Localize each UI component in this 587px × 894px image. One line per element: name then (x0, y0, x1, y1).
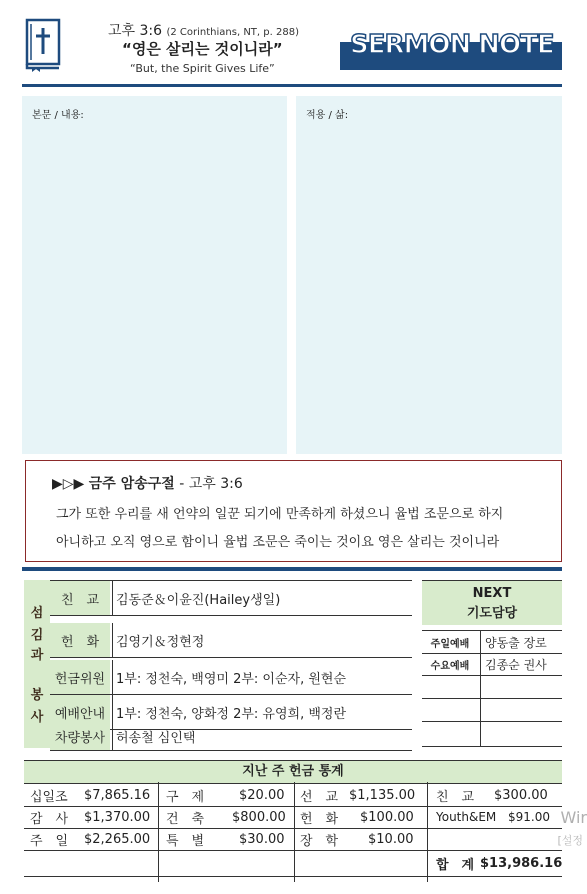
prayer-row (422, 699, 562, 722)
offering-amount: $10.00 (368, 831, 414, 847)
offering-amount: $2,265.00 (84, 831, 151, 847)
service-row (50, 623, 412, 658)
offering-amount: $1,135.00 (349, 787, 416, 803)
offering-amount: $91.00 (508, 810, 550, 824)
service-side-label (24, 580, 50, 748)
service-value: 김영기＆정현정 (116, 634, 205, 650)
notes-content-panel[interactable] (22, 96, 287, 454)
offering-category: 감 사 (30, 811, 69, 827)
memory-verse-heading (52, 473, 243, 493)
next-label: NEXT (472, 586, 512, 601)
service-row (50, 722, 412, 751)
notes-application-label: 적용 / 삶: (306, 110, 349, 121)
prayer-row (422, 653, 562, 676)
offering-row (24, 806, 562, 829)
windows-activation-watermark-sub: [설정 (557, 834, 583, 847)
notes-application-panel[interactable] (296, 96, 562, 454)
reference-text: 고후 3:6 (108, 23, 163, 39)
scripture-reference (108, 20, 299, 40)
offering-grid-line (294, 782, 295, 882)
offering-amount: $20.00 (239, 787, 285, 803)
offering-amount: $30.00 (239, 831, 285, 847)
service-key: 헌 화 (50, 623, 110, 657)
offering-category: 십일조 (30, 789, 68, 805)
service-value: 1부: 정천숙, 양화정 2부: 유영희, 백정란 (116, 706, 347, 722)
service-row (50, 660, 412, 695)
header-divider (22, 84, 562, 87)
offering-category: 주 일 (30, 833, 69, 849)
memory-verse-line: 아니하고 오직 영으로 함이니 율법 조문은 죽이는 것이요 영은 살리는 것이니라 (56, 535, 500, 550)
offering-amount: $1,370.00 (84, 809, 151, 825)
service-key: 차량봉사 (50, 722, 110, 750)
prayer-row (422, 676, 562, 699)
offering-row (24, 784, 562, 807)
offering-category: 헌 화 (300, 811, 339, 827)
sermon-note-badge: SERMON NOTE (350, 30, 554, 60)
prayer-duty-label: 기도담당 (466, 606, 518, 621)
service-row (50, 581, 412, 616)
arrows-icon: ▶▷▶ (52, 476, 85, 492)
offering-amount: $800.00 (232, 809, 286, 825)
reference-note: (2 Corinthians, NT, p. 288) (166, 27, 299, 38)
service-value: 허송철 심인택 (116, 730, 196, 746)
offering-total-label: 합 계 (436, 857, 475, 873)
service-value: 1부: 정천숙, 백영미 2부: 이순자, 원현순 (116, 671, 347, 687)
prayer-key: 수요예배 (430, 660, 470, 672)
service-value: 김동준＆이윤진(Hailey생일) (116, 592, 281, 608)
side-char: 섬 (30, 606, 44, 621)
service-key: 예배안내 (50, 695, 110, 729)
offering-grid-line (158, 782, 159, 882)
sermon-title-korean: “영은 살리는 것이니라” (122, 40, 283, 58)
memory-verse-line: 그가 또한 우리를 새 언약의 일꾼 되기에 만족하게 하셨으니 율법 조문으로 하지 (56, 507, 504, 522)
windows-activation-watermark: Wir (560, 808, 587, 827)
side-char: 김 (30, 628, 44, 643)
offering-grid-line (427, 782, 428, 882)
offering-total-amount: $13,986.16 (480, 855, 563, 871)
sermon-title-english: “But, the Spirit Gives Life” (130, 62, 275, 75)
service-key: 헌금위원 (50, 660, 110, 694)
offering-row (24, 828, 562, 851)
offering-category: Youth&EM (436, 810, 497, 824)
prayer-value: 김종순 권사 (485, 657, 547, 672)
prayer-value: 양동출 장로 (485, 635, 547, 650)
side-char: 봉 (30, 688, 44, 703)
section-divider (22, 567, 562, 571)
offering-amount: $100.00 (360, 809, 414, 825)
service-key: 친 교 (50, 581, 110, 615)
bible-cross-icon (24, 18, 64, 72)
prayer-row (422, 722, 562, 747)
next-prayer-header (422, 580, 562, 625)
prayer-key: 주일예배 (430, 638, 470, 650)
offering-category: 건 축 (166, 811, 205, 827)
memory-verse-ref: - 고후 3:6 (174, 476, 243, 492)
notes-content-label: 본문 / 내용: (32, 110, 84, 121)
memory-verse-label: 금주 암송구절 (88, 476, 175, 492)
offering-total-row (24, 850, 562, 877)
side-char: 사 (30, 710, 44, 725)
memory-verse-box (25, 460, 562, 562)
offering-category: 구 제 (166, 789, 205, 805)
offering-title: 지난 주 헌금 통계 (24, 760, 562, 784)
prayer-row (422, 630, 562, 654)
side-char: 과 (30, 648, 44, 663)
offering-category: 선 교 (300, 789, 339, 805)
offering-category: 특 별 (166, 833, 205, 849)
offering-category: 친 교 (436, 789, 475, 805)
offering-category: 장 학 (300, 833, 339, 849)
offering-amount: $300.00 (494, 787, 548, 803)
offering-amount: $7,865.16 (84, 787, 151, 803)
